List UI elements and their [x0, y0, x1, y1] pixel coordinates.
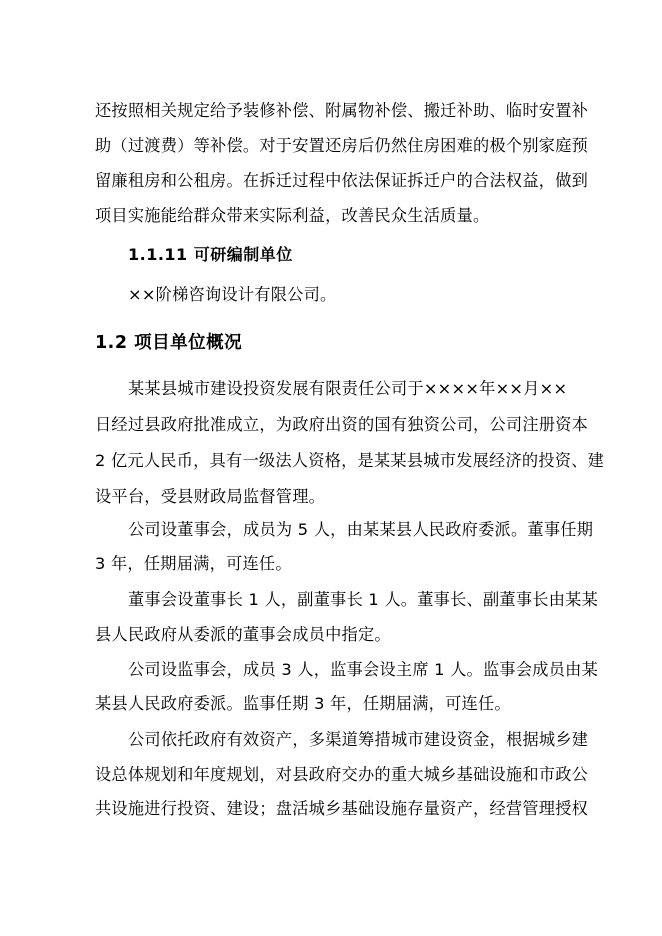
paragraph-line: 设总体规划和年度规划，对县政府交办的重大城乡基础设施和市政公 — [95, 765, 589, 784]
paragraph-line: 日经过县政府批准成立，为政府出资的国有独资公司，公司注册资本 — [95, 415, 589, 434]
paragraph-line: 某县人民政府委派。监事任期 3 年，任期届满，可连任。 — [95, 694, 511, 713]
paragraph-line: 共设施进行投资、建设；盘活城乡基础设施存量资产，经营管理授权 — [95, 799, 589, 818]
paragraph-line: 县人民政府从委派的董事会成员中指定。 — [95, 625, 391, 644]
subsection-title: 1.1.11 可研编制单位 — [128, 245, 293, 264]
paragraph-line: 公司设董事会，成员为 5 人，由某某县人民政府委派。董事任期 — [128, 520, 594, 539]
paragraph-line: 还按照相关规定给予装修补偿、附属物补偿、搬迁补助、临时安置补 — [95, 101, 589, 120]
paragraph-line: 2 亿元人民币，具有一级法人资格，是某某县城市发展经济的投资、建 — [95, 451, 605, 470]
paragraph-line: 公司设监事会，成员 3 人，监事会设主席 1 人。监事会成员由某 — [128, 660, 599, 679]
paragraph-line: 留廉租房和公租房。在拆迁过程中依法保证拆迁户的合法权益，做到 — [95, 171, 589, 190]
paragraph-line: 公司依托政府有效资产，多渠道筹措城市建设资金，根据城乡建 — [128, 730, 589, 749]
paragraph-line: 董事会设董事长 1 人，副董事长 1 人。董事长、副董事长由某某 — [128, 590, 599, 609]
paragraph-line: 设平台，受县财政局监督管理。 — [95, 487, 326, 506]
paragraph-line: 项目实施能给群众带来实际利益，改善民众生活质量。 — [95, 206, 490, 225]
paragraph-line: 某某县城市建设投资发展有限责任公司于××××年××月×× — [128, 379, 568, 398]
section-title: 1.2 项目单位概况 — [95, 333, 243, 353]
paragraph-line: 3 年，任期届满，可连任。 — [95, 554, 292, 573]
subsection-body: ××阶梯咨询设计有限公司。 — [128, 285, 337, 304]
paragraph-line: 助（过渡费）等补偿。对于安置还房后仍然住房困难的极个别家庭预 — [95, 136, 589, 155]
